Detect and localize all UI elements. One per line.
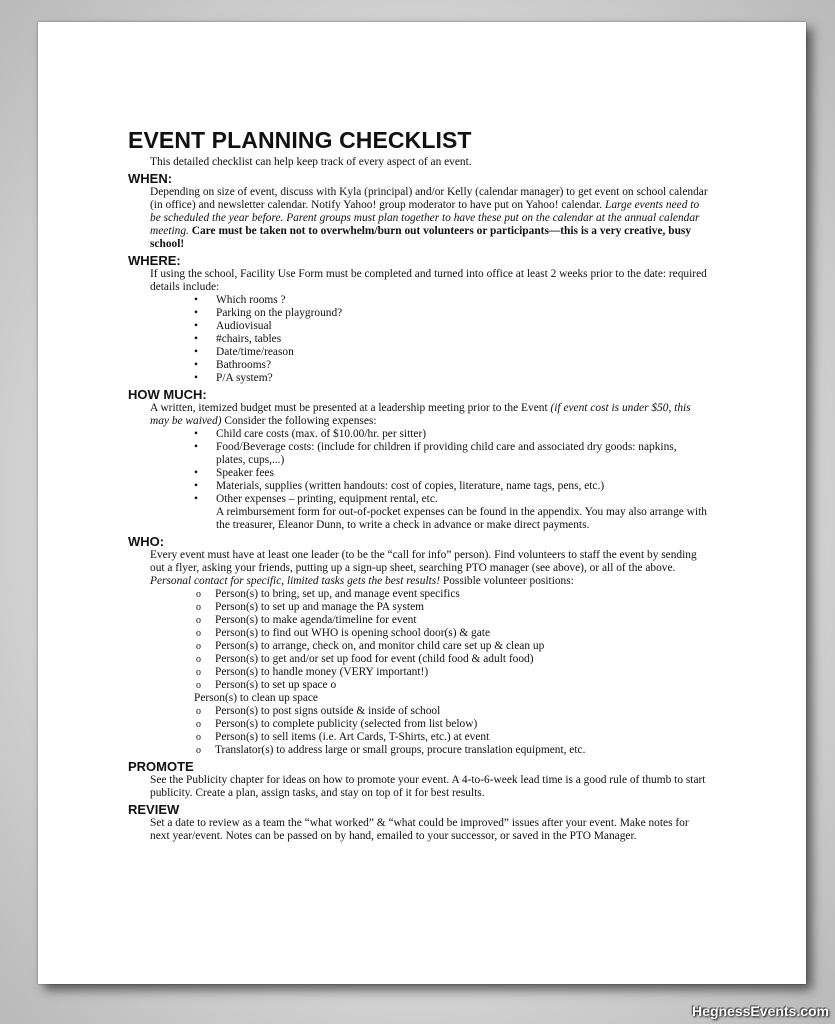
document-page <box>38 22 806 984</box>
list-item: • Child care costs (max. of $10.00/hr. per sitter) <box>128 428 708 441</box>
when-heading: WHEN: <box>128 171 173 186</box>
when-paragraph: Depending on size of event, discuss with Kyla (principal) and/or Kelly (calendar manager) to get event on school calendar (in office) and newsletter calendar. Notify Yahoo! group moderator to have put on Yahoo! calendar. Large events need to be scheduled the year before. Parent groups must plan together to have these put on the calendar at the annual calendar meeting. Care must be taken not to overwhelm/burn out volunteers or participants—this is a very creative, busy school! <box>150 186 708 250</box>
expenses-list <box>128 428 708 506</box>
list-item: • P/A system? <box>128 372 708 385</box>
promote-paragraph: See the Publicity chapter for ideas on how to promote your event. A 4-to-6-week lead time is a good rule of thumb to start publicity. Create a plan, assign tasks, and stay on top of it for best results. <box>150 774 706 799</box>
list-item: o Person(s) to sell items (i.e. Art Cards, T-Shirts, etc.) at event <box>128 731 708 744</box>
list-item: • #chairs, tables <box>128 333 708 346</box>
cleanup-line: Person(s) to clean up space <box>194 692 318 704</box>
volunteer-list-b <box>128 705 708 757</box>
list-item: o Person(s) to handle money (VERY important!) <box>128 666 708 679</box>
who-paragraph: Every event must have at least one leader (to be the “call for info” person). Find volunteers to staff the event by sending out a flyer, asking your friends, putting up a sign-up sheet, searching PTO manager (see above), or all of the above. Personal contact for specific, limited tasks gets the best results! Possible volunteer positions: <box>150 549 697 587</box>
list-item: • Which rooms ? <box>128 294 708 307</box>
document-content <box>128 126 708 843</box>
list-item: o Person(s) to find out WHO is opening school door(s) & gate <box>128 627 708 640</box>
list-item: o Person(s) to bring, set up, and manage event specifics <box>128 588 708 601</box>
review-paragraph: Set a date to review as a team the “what worked” & “what could be improved” issues after your event. Make notes for next year/event. Notes can be passed on by hand, emailed to your successor, or saved in the PTO Manager. <box>150 817 689 842</box>
list-item: o Person(s) to set up space o <box>128 679 708 692</box>
list-item: o Translator(s) to address large or small groups, procure translation equipment, etc. <box>128 744 708 757</box>
site-watermark: HegnessEvents.com <box>692 1003 829 1019</box>
list-item: o Person(s) to make agenda/timeline for event <box>128 614 708 627</box>
list-item: o Person(s) to complete publicity (selected from list below) <box>128 718 708 731</box>
page-title: EVENT PLANNING CHECKLIST <box>128 127 472 153</box>
list-item: • Date/time/reason <box>128 346 708 359</box>
list-item: • Food/Beverage costs: (include for children if providing child care and associated dry goods: napkins, plates, cups,...) <box>128 441 708 467</box>
list-item: • Speaker fees <box>128 467 708 480</box>
list-item: o Person(s) to get and/or set up food for event (child food & adult food) <box>128 653 708 666</box>
list-item: o Person(s) to arrange, check on, and monitor child care set up & clean up <box>128 640 708 653</box>
list-item: • Bathrooms? <box>128 359 708 372</box>
intro-text: This detailed checklist can help keep track of every aspect of an event. <box>150 156 472 168</box>
volunteer-list-a <box>128 588 708 692</box>
list-item: o Person(s) to post signs outside & inside of school <box>128 705 708 718</box>
list-item: • Audiovisual <box>128 320 708 333</box>
list-item: o Person(s) to set up and manage the PA system <box>128 601 708 614</box>
who-heading: WHO: <box>128 534 165 549</box>
reimbursement-note: A reimbursement form for out-of-pocket expenses can be found in the appendix. You may also arrange with the treasurer, Eleanor Dunn, to write a check in advance or make direct payments. <box>216 506 707 531</box>
promote-heading: PROMOTE <box>128 759 194 774</box>
list-item: • Other expenses – printing, equipment rental, etc. <box>128 493 708 506</box>
list-item: • Materials, supplies (written handouts: cost of copies, literature, name tags, pens, etc.) <box>128 480 708 493</box>
review-heading: REVIEW <box>128 802 180 817</box>
where-list <box>128 294 708 385</box>
howmuch-heading: HOW MUCH: <box>128 387 207 402</box>
list-item: • Parking on the playground? <box>128 307 708 320</box>
where-paragraph: If using the school, Facility Use Form must be completed and turned into office at least 2 weeks prior to the date: required details include: <box>150 268 707 293</box>
where-heading: WHERE: <box>128 253 181 268</box>
howmuch-paragraph: A written, itemized budget must be presented at a leadership meeting prior to the Event (if event cost is under $50, this may be waived) Consider the following expenses: <box>150 402 691 427</box>
